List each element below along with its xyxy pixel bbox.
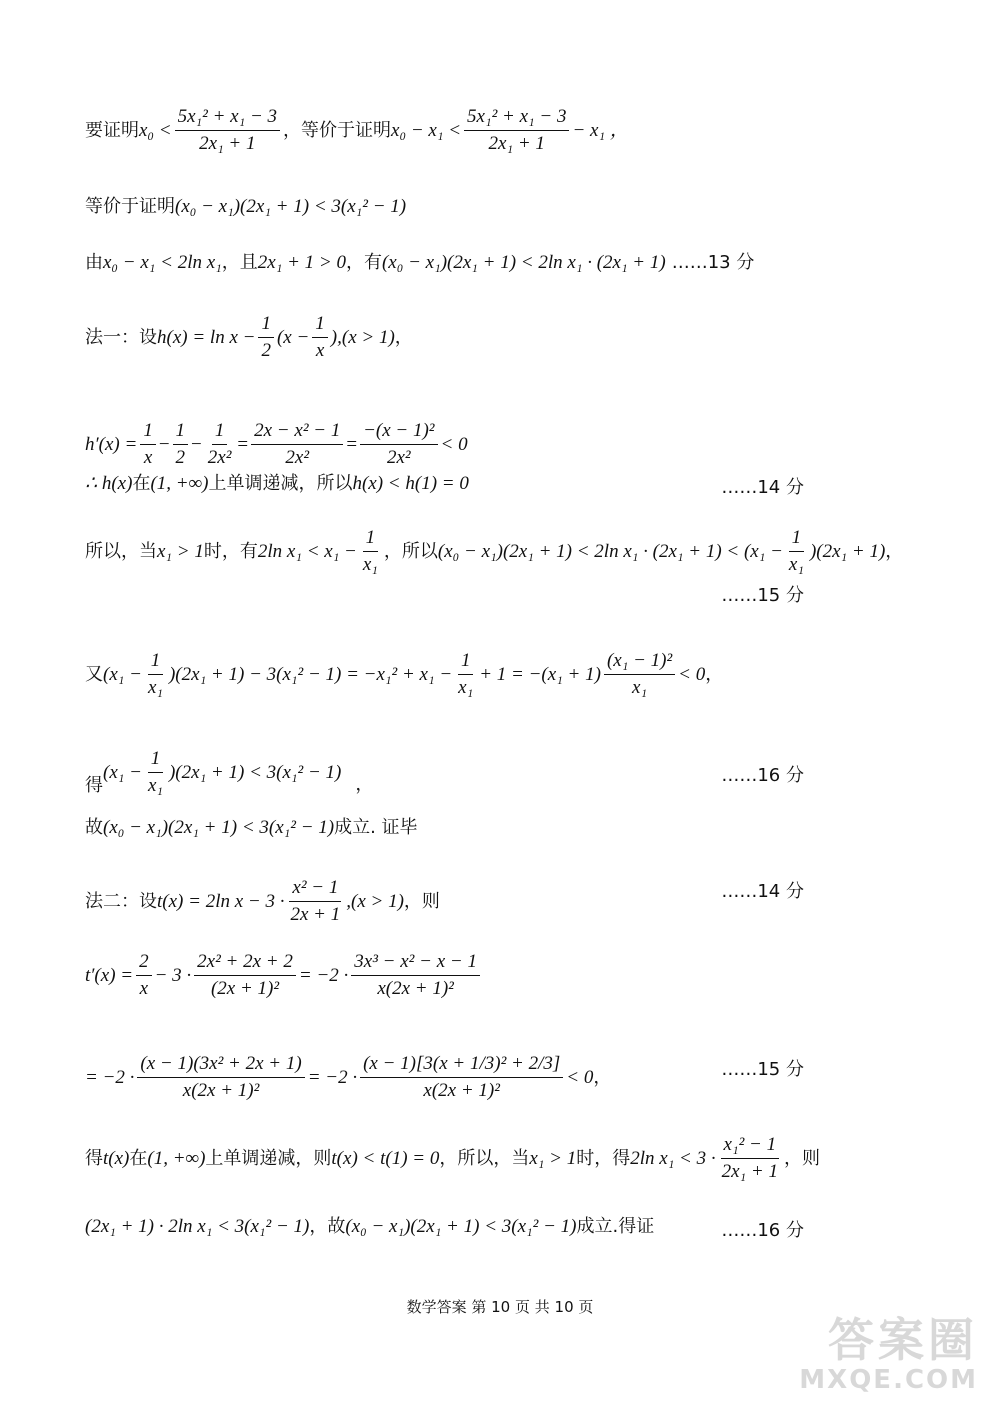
text: 成立.得证 bbox=[576, 1216, 655, 1237]
derivative-h-line: h′(x) = $\frac{1}{x}$ − $\frac{1}{2}$ − $\frac{1}{\text{2x²}}$ = $\frac{\text{2x − x² − 1}}{\text{2x²}}$ = $\frac{\text{−(x − 1)²}}{\text{2x²}}$ < 0 bbox=[85, 420, 468, 468]
numerator: 1 bbox=[312, 313, 328, 338]
text: ，有 bbox=[345, 252, 382, 273]
numerator: 2x − x² − 1 bbox=[251, 420, 343, 445]
math: 2ln x₁ < x₁ − bbox=[257, 540, 357, 562]
fraction bbox=[351, 951, 480, 1000]
text: 法二：设 bbox=[85, 890, 157, 912]
numerator: −(x − 1)² bbox=[360, 420, 437, 445]
math: < 0 bbox=[440, 433, 468, 455]
score-mark: ……16 分 bbox=[721, 1220, 804, 1241]
score-mark: ……16 分 bbox=[721, 765, 804, 786]
denominator: x(2x + 1)² bbox=[423, 1080, 500, 1101]
text: 在 bbox=[132, 473, 151, 494]
text: 成立. 证毕 bbox=[334, 817, 418, 838]
fraction bbox=[360, 420, 437, 469]
monotonic-t-line bbox=[85, 1134, 820, 1183]
text: ，等价于证明 bbox=[283, 119, 392, 141]
text: 时，得 bbox=[576, 1147, 631, 1169]
text: 得 bbox=[85, 774, 103, 796]
math: (x₀ − x₁)(2x₁ + 1) < 2ln x₁ · (2x₁ + 1) < (x₁ − bbox=[437, 540, 783, 562]
math: < 0 bbox=[678, 663, 706, 685]
text: 法一：设 bbox=[85, 326, 157, 348]
text: ，所以 bbox=[383, 540, 438, 562]
numerator: (x − 1)[3(x + 1/3)² + 2/3] bbox=[360, 1053, 563, 1078]
denominator: x₁ bbox=[147, 775, 163, 796]
denominator: 2 bbox=[261, 340, 271, 361]
score-mark: ……13 分 bbox=[671, 252, 755, 273]
denominator: x₁ bbox=[458, 677, 474, 698]
math: x₀ − x₁ < 2ln x₁ bbox=[103, 252, 222, 273]
math: ),(x > 1) bbox=[330, 326, 395, 348]
method-one-line bbox=[85, 313, 413, 362]
numerator: 1 bbox=[140, 420, 156, 445]
math: (x₁ − bbox=[103, 663, 142, 685]
derivative-t-factored-line bbox=[85, 1053, 611, 1102]
numerator: 3x³ − x² − x − 1 bbox=[351, 951, 480, 976]
math: x₁ > 1 bbox=[157, 540, 204, 562]
numerator: 1 bbox=[258, 313, 274, 338]
text: ， bbox=[885, 540, 904, 562]
score-mark: ……15 分 bbox=[721, 585, 804, 606]
math: 2x₁ + 1 > 0 bbox=[257, 252, 346, 273]
final-proof-line bbox=[85, 1216, 654, 1238]
text: 所以，当 bbox=[85, 540, 157, 562]
fraction bbox=[604, 650, 675, 699]
math: (x₀ − x₁)(2x₁ + 1) < 3(x₁² − 1) bbox=[175, 196, 407, 217]
denominator: 2x + 1 bbox=[290, 904, 341, 925]
math: (x₀ − x₁)(2x₁ + 1) < 3(x₁² − 1) bbox=[103, 817, 335, 838]
math: (x₁ − bbox=[103, 761, 142, 783]
denominator: x bbox=[315, 340, 325, 361]
fraction bbox=[137, 1053, 304, 1102]
math: (x₀ − x₁)(2x₁ + 1) < 2ln x₁ · (2x₁ + 1) bbox=[381, 252, 666, 273]
numerator: 2 bbox=[136, 951, 152, 976]
difference-line bbox=[85, 650, 723, 699]
numerator: 1 bbox=[148, 650, 164, 675]
denominator: x bbox=[139, 978, 149, 999]
denominator: x₁ bbox=[147, 677, 163, 698]
math: (2x₁ + 1) · 2ln x₁ < 3(x₁² − 1) bbox=[85, 1216, 310, 1237]
text: 由 bbox=[85, 252, 103, 273]
text: ， bbox=[394, 326, 413, 348]
denominator: x(2x + 1)² bbox=[377, 978, 454, 999]
text: 上单调递减，所以 bbox=[208, 473, 353, 494]
fraction bbox=[194, 951, 296, 1000]
math: ,(x > 1) bbox=[346, 890, 404, 912]
text: 时，有 bbox=[203, 540, 258, 562]
text: ，所以，当 bbox=[439, 1147, 530, 1169]
numerator: 5x₁² + x₁ − 3 bbox=[175, 106, 280, 131]
text: 上单调递减，则 bbox=[205, 1147, 332, 1169]
math: (1, +∞) bbox=[150, 473, 209, 494]
math: − 3 · bbox=[154, 964, 192, 986]
fraction bbox=[136, 951, 152, 1000]
math: x₁ > 1 bbox=[529, 1147, 577, 1169]
derivative-t-line bbox=[85, 951, 483, 1000]
score-mark: ……14 分 bbox=[721, 477, 804, 498]
math: t(x) bbox=[103, 1147, 130, 1169]
math: )(2x₁ + 1) bbox=[809, 540, 886, 562]
text: 故 bbox=[85, 817, 103, 838]
fraction bbox=[464, 106, 569, 155]
fraction bbox=[173, 420, 189, 469]
text: ， bbox=[355, 773, 374, 795]
fraction bbox=[719, 1134, 781, 1183]
denominator: 2x² bbox=[386, 447, 411, 468]
denominator: 2x₁ + 1 bbox=[488, 133, 545, 154]
text: ，且 bbox=[221, 252, 258, 273]
numerator: 5x₁² + x₁ − 3 bbox=[464, 106, 569, 131]
fraction bbox=[145, 748, 166, 797]
math: = −2 · bbox=[307, 1066, 358, 1088]
math: = −2 · bbox=[298, 964, 349, 986]
numerator: 1 bbox=[789, 527, 805, 552]
page-footer: 数学答案 第 10 页 共 10 页 bbox=[406, 1298, 594, 1316]
score-mark: ……15 分 bbox=[721, 1059, 804, 1080]
denominator: x₁ bbox=[788, 554, 804, 575]
text: ， bbox=[593, 1066, 612, 1088]
math: < 0 bbox=[566, 1066, 594, 1088]
proof-complete-line bbox=[85, 817, 418, 839]
text: 在 bbox=[129, 1147, 148, 1169]
denominator: x₁ bbox=[632, 677, 648, 698]
math: ∴ h(x) bbox=[85, 473, 133, 494]
fraction bbox=[258, 313, 274, 362]
denominator: x bbox=[143, 447, 153, 468]
text: 得 bbox=[85, 1147, 103, 1169]
fraction bbox=[251, 420, 343, 469]
fraction bbox=[786, 527, 807, 576]
numerator: 1 bbox=[363, 527, 379, 552]
denominator: 2 bbox=[175, 447, 186, 468]
denominator: 2x² bbox=[285, 447, 310, 468]
watermark-logo bbox=[799, 1315, 978, 1395]
proof-line-2 bbox=[85, 196, 406, 218]
text: ，故 bbox=[309, 1216, 346, 1237]
fraction bbox=[175, 106, 280, 155]
numerator: 1 bbox=[173, 420, 189, 445]
fraction bbox=[360, 1053, 563, 1102]
method-two-line bbox=[85, 877, 440, 926]
math: )(2x₁ + 1) − 3(x₁² − 1) = −x₁² + x₁ − bbox=[168, 663, 453, 685]
monotonic-h-line bbox=[85, 473, 469, 495]
math: h(x) < h(1) = 0 bbox=[352, 473, 469, 494]
fraction bbox=[312, 313, 328, 362]
inequality-chain-line bbox=[85, 527, 903, 576]
math: (x₀ − x₁)(2x₁ + 1) < 3(x₁² − 1) bbox=[345, 1216, 577, 1237]
math: x₀ − x₁ < bbox=[391, 119, 462, 141]
watermark-url: MXQE.COM bbox=[799, 1365, 978, 1395]
numerator: 2x² + 2x + 2 bbox=[194, 951, 296, 976]
denominator: (2x + 1)² bbox=[210, 978, 280, 999]
text: 要证明 bbox=[85, 119, 139, 141]
math: + 1 = −(x₁ + 1) bbox=[479, 663, 601, 685]
text: ，则 bbox=[784, 1147, 820, 1169]
denominator: x(2x + 1)² bbox=[182, 1080, 260, 1101]
text: 等价于证明 bbox=[85, 196, 175, 217]
denominator: 2x₁ + 1 bbox=[199, 133, 256, 154]
text: ， bbox=[705, 663, 724, 685]
math: x₀ < bbox=[139, 119, 172, 141]
math: t′(x) = bbox=[85, 964, 134, 986]
math: (x − bbox=[276, 326, 310, 348]
conclusion-one-line bbox=[85, 748, 373, 797]
score-mark: ……14 分 bbox=[721, 881, 804, 902]
math: − x₁ ， bbox=[572, 119, 629, 141]
fraction bbox=[145, 650, 166, 699]
fraction bbox=[140, 420, 156, 469]
numerator: 1 bbox=[458, 650, 474, 675]
math: t(x) < t(1) = 0 bbox=[331, 1147, 440, 1169]
numerator: x₁² − 1 bbox=[721, 1134, 780, 1159]
fraction bbox=[455, 650, 476, 699]
proof-line-1 bbox=[85, 106, 629, 155]
math: 2ln x₁ < 3 · bbox=[630, 1147, 716, 1169]
numerator: 1 bbox=[148, 748, 164, 773]
math: )(2x₁ + 1) < 3(x₁² − 1) bbox=[168, 761, 342, 783]
fraction bbox=[287, 877, 343, 926]
math: h(x) = ln x − bbox=[157, 326, 256, 348]
numerator: 1 bbox=[212, 420, 228, 445]
math: t(x) = 2ln x − 3 · bbox=[157, 890, 285, 912]
proof-line-3 bbox=[85, 252, 754, 274]
numerator: (x₁ − 1)² bbox=[604, 650, 675, 675]
numerator: x² − 1 bbox=[289, 877, 341, 902]
fraction bbox=[205, 420, 235, 469]
math: h′(x) = bbox=[85, 433, 138, 455]
math: = −2 · bbox=[85, 1066, 135, 1088]
math: (1, +∞) bbox=[147, 1147, 206, 1169]
numerator: (x − 1)(3x² + 2x + 1) bbox=[137, 1053, 304, 1078]
denominator: 2x₁ + 1 bbox=[721, 1161, 778, 1182]
denominator: 2x² bbox=[207, 447, 232, 468]
text: ，则 bbox=[403, 890, 440, 912]
fraction bbox=[360, 527, 381, 576]
watermark-title: 答案圈 bbox=[828, 1313, 978, 1367]
text: 又 bbox=[85, 663, 103, 685]
denominator: x₁ bbox=[362, 554, 378, 575]
